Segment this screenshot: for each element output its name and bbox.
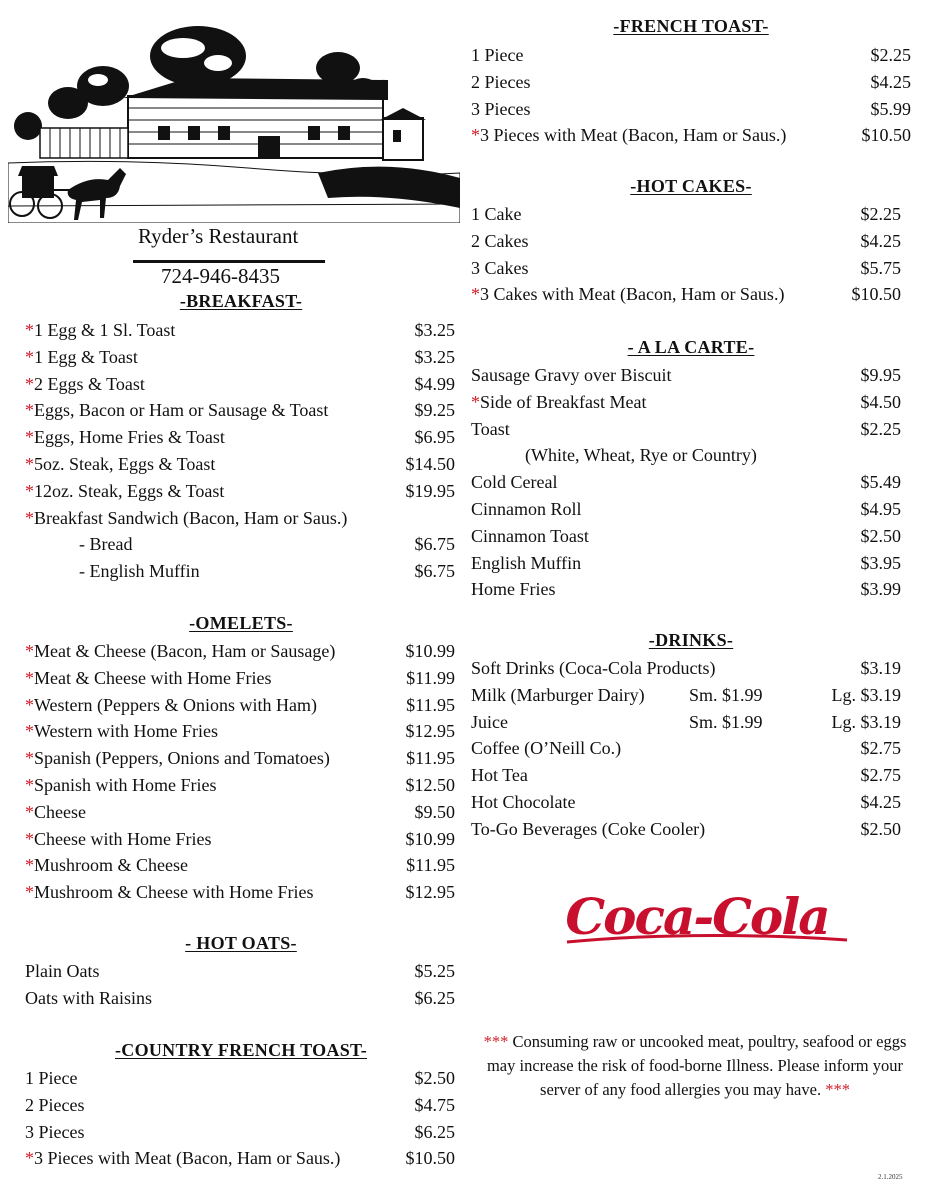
- menu-item-row: [471, 416, 901, 443]
- menu-item-row: [471, 362, 901, 389]
- menu-item-row: [25, 638, 455, 665]
- menu-item-label: Meat & Cheese with Home Fries: [34, 667, 272, 688]
- menu-item-name: [25, 799, 86, 826]
- raw-food-asterisk: *: [471, 391, 480, 412]
- menu-item-row: [471, 281, 901, 308]
- menu-item-label: - Bread: [79, 534, 133, 555]
- menu-item-label: To-Go Beverages (Coke Cooler): [471, 818, 706, 839]
- menu-item-label: 2 Cakes: [471, 230, 529, 251]
- menu-item-row: [471, 682, 901, 709]
- menu-item-price: $12.95: [405, 721, 455, 742]
- menu-item-label: Spanish with Home Fries: [34, 775, 217, 795]
- menu-item-label: 3 Cakes with Meat (Bacon, Ham or Saus.): [480, 284, 785, 305]
- menu-item-label: Soft Drinks (Coca-Cola Products): [471, 658, 716, 678]
- menu-item-name: [471, 122, 786, 149]
- menu-item-row: [25, 531, 455, 558]
- menu-item-row: [471, 523, 901, 550]
- menu-item-row: [471, 816, 901, 843]
- menu-item-price: $4.25: [860, 792, 901, 812]
- menu-item-row: [25, 692, 455, 719]
- menu-item-price: $4.75: [414, 1094, 455, 1115]
- menu-item-row: [471, 655, 901, 682]
- menu-item-row: [471, 550, 901, 577]
- menu-item-row: [471, 255, 901, 282]
- menu-item-label: 1 Cake: [471, 204, 522, 224]
- menu-item-name: [25, 745, 330, 772]
- menu-item-label: Side of Breakfast Meat: [480, 391, 647, 412]
- menu-item-row: [25, 371, 455, 398]
- menu-item-row: [25, 718, 455, 745]
- raw-food-asterisk: *: [471, 125, 480, 146]
- menu-item-row: [25, 799, 455, 826]
- menu-item-price: $4.25: [860, 230, 901, 251]
- menu-item-name: [25, 958, 100, 985]
- menu-item-label: 3 Pieces: [25, 1121, 85, 1142]
- menu-item-label: Milk (Marburger Dairy): [471, 684, 645, 705]
- menu-item-row: [25, 772, 455, 799]
- menu-item-name: [25, 1092, 84, 1119]
- menu-item-large-price: Lg. $3.19: [831, 684, 901, 705]
- raw-food-asterisk: *: [25, 748, 34, 769]
- menu-item-label: 2 Pieces: [471, 71, 531, 92]
- menu-item-name: [25, 424, 225, 451]
- raw-food-asterisk: *: [25, 801, 34, 822]
- menu-item-label: 3 Cakes: [471, 257, 529, 278]
- menu-item-name: [25, 985, 152, 1012]
- menu-item-price: $4.99: [414, 373, 455, 394]
- menu-item-label: 5oz. Steak, Eggs & Toast: [34, 454, 216, 474]
- menu-item-name: [471, 255, 529, 282]
- menu-item-price: $9.25: [414, 400, 455, 421]
- menu-item-row: [471, 389, 901, 416]
- menu-item-price: $9.50: [414, 801, 455, 822]
- menu-item-name: [471, 762, 528, 789]
- menu-item-label: Coffee (O’Neill Co.): [471, 738, 622, 759]
- menu-item-label: 1 Piece: [25, 1068, 78, 1088]
- menu-item-price: $9.95: [860, 365, 901, 385]
- menu-item-label: 3 Pieces with Meat (Bacon, Ham or Saus.): [480, 125, 787, 146]
- menu-item-name: [25, 371, 145, 398]
- menu-item-name: [25, 531, 132, 558]
- menu-item-large-price: Lg. $3.19: [831, 711, 901, 732]
- country-french-toast-heading: -COUNTRY FRENCH TOAST-: [114, 1040, 367, 1060]
- date-code: 2.1.2025: [878, 1173, 903, 1181]
- raw-food-asterisk: *: [25, 855, 34, 876]
- raw-food-asterisk: *: [25, 667, 34, 688]
- menu-item-name: [471, 496, 582, 523]
- menu-item-row: [471, 735, 901, 762]
- menu-item-label: 3 Pieces with Meat (Bacon, Ham or Saus.): [34, 1148, 341, 1169]
- menu-item-name: [25, 1065, 77, 1092]
- menu-item-row: [25, 745, 455, 772]
- menu-item-price: $4.95: [860, 499, 901, 519]
- menu-item-label: Plain Oats: [25, 961, 100, 981]
- header-divider: [133, 260, 325, 263]
- menu-item-name: [471, 523, 589, 550]
- menu-item-price: $3.25: [414, 346, 455, 367]
- menu-item-price: $6.95: [414, 427, 455, 448]
- menu-item-price: $2.75: [860, 765, 901, 786]
- menu-item-price: $2.50: [860, 818, 901, 839]
- menu-item-name: [471, 816, 705, 843]
- menu-item-label: Hot Tea: [471, 765, 528, 786]
- menu-item-row: [25, 505, 455, 532]
- menu-item-price: $2.25: [870, 45, 911, 65]
- menu-item-label: 3 Pieces: [471, 98, 531, 119]
- menu-item-name: [471, 550, 581, 577]
- menu-item-label: Breakfast Sandwich (Bacon, Ham or Saus.): [34, 507, 348, 528]
- menu-item-price: $12.95: [405, 882, 455, 903]
- menu-item-price: $3.99: [860, 579, 901, 600]
- menu-item-name: [471, 709, 508, 736]
- menu-item-row: [25, 344, 455, 371]
- menu-item-label: 1 Egg & Toast: [34, 346, 138, 367]
- menu-item-label: (White, Wheat, Rye or Country): [525, 445, 757, 466]
- menu-item-name: [25, 692, 317, 719]
- menu-item-row: [25, 1065, 455, 1092]
- menu-item-price: $4.25: [870, 71, 911, 92]
- menu-item-name: [25, 317, 175, 344]
- raw-food-asterisk: *: [25, 721, 34, 742]
- menu-item-row: [25, 424, 455, 451]
- menu-item-price: $6.75: [414, 534, 455, 555]
- menu-item-name: [25, 852, 188, 879]
- raw-food-asterisk: *: [25, 507, 34, 528]
- menu-item-name: [25, 397, 328, 424]
- menu-item-name: [471, 576, 556, 603]
- menu-item-small-price: Sm. $1.99: [689, 711, 763, 732]
- raw-food-asterisk: *: [25, 320, 34, 340]
- menu-item-row: [471, 789, 901, 816]
- menu-item-row: [25, 665, 455, 692]
- menu-item-price: $2.25: [860, 418, 901, 439]
- menu-item-name: [471, 42, 523, 69]
- menu-item-price: $14.50: [405, 454, 455, 474]
- menu-item-price: $6.25: [414, 1121, 455, 1142]
- menu-item-label: Sausage Gravy over Biscuit: [471, 365, 672, 385]
- menu-item-price: $12.50: [405, 775, 455, 795]
- food-safety-disclaimer: [480, 1030, 910, 1102]
- menu-item-name: [471, 362, 671, 389]
- menu-item-name: [471, 469, 557, 496]
- raw-food-asterisk: *: [25, 641, 34, 661]
- menu-item-name: [471, 96, 530, 123]
- menu-item-price: $3.95: [860, 552, 901, 573]
- menu-item-name: [25, 879, 313, 906]
- menu-item-row: [25, 558, 455, 585]
- menu-item-name: [471, 735, 621, 762]
- menu-item-name: [25, 1119, 84, 1146]
- raw-food-asterisk: *: [25, 1148, 34, 1169]
- hot-cakes-heading: -HOT CAKES-: [630, 176, 752, 196]
- menu-item-row: [25, 317, 455, 344]
- menu-item-price: $10.99: [405, 641, 455, 661]
- menu-item-name: [471, 228, 529, 255]
- menu-item-price: $10.50: [851, 284, 901, 305]
- menu-item-price: $11.95: [406, 855, 455, 876]
- menu-item-price: $11.95: [406, 694, 455, 715]
- menu-item-name: [471, 442, 757, 469]
- coca-cola-logo-text: Coca-Cola: [565, 890, 829, 946]
- menu-item-label: Cinnamon Roll: [471, 499, 582, 519]
- menu-item-label: Cold Cereal: [471, 472, 558, 493]
- menu-item-row: [471, 469, 901, 496]
- raw-food-asterisk: *: [25, 694, 34, 715]
- menu-item-row: [471, 42, 911, 69]
- restaurant-name: Ryder’s Restaurant: [138, 224, 299, 248]
- menu-item-label: 2 Eggs & Toast: [34, 373, 145, 394]
- menu-item-row: [471, 228, 901, 255]
- menu-item-name: [25, 558, 200, 585]
- raw-food-asterisk: *: [25, 427, 34, 448]
- menu-item-name: [25, 665, 271, 692]
- menu-item-price: $10.50: [861, 125, 911, 146]
- menu-item-price: $5.49: [860, 472, 901, 493]
- restaurant-phone: 724-946-8435: [161, 264, 280, 288]
- menu-item-label: Cinnamon Toast: [471, 525, 589, 546]
- menu-item-price: $2.50: [860, 525, 901, 546]
- raw-food-asterisk: *: [471, 284, 480, 305]
- french-toast-heading: -FRENCH TOAST-: [613, 16, 769, 36]
- menu-item-price: $6.25: [414, 987, 455, 1008]
- menu-item-row: [471, 201, 901, 228]
- menu-item-name: [25, 451, 215, 478]
- raw-food-asterisk: *: [25, 775, 34, 795]
- menu-item-row: [25, 1092, 455, 1119]
- menu-item-price: $10.50: [405, 1148, 455, 1169]
- menu-item-row: [25, 826, 455, 853]
- menu-item-price: $5.75: [860, 257, 901, 278]
- disclaimer-stars-open: ***: [483, 1032, 509, 1051]
- menu-item-label: Cheese: [34, 801, 86, 822]
- menu-item-name: [471, 389, 646, 416]
- menu-item-label: Juice: [471, 711, 508, 732]
- menu-item-label: 2 Pieces: [25, 1094, 85, 1115]
- menu-item-name: [471, 416, 510, 443]
- menu-item-label: Cheese with Home Fries: [34, 828, 212, 849]
- raw-food-asterisk: *: [25, 400, 34, 421]
- menu-item-name: [25, 344, 138, 371]
- drinks-heading: -DRINKS-: [648, 630, 734, 650]
- menu-item-row: [471, 762, 901, 789]
- menu-item-label: Oats with Raisins: [25, 987, 153, 1008]
- menu-item-label: Western with Home Fries: [34, 721, 219, 742]
- menu-item-label: Mushroom & Cheese: [34, 855, 188, 876]
- a-la-carte-heading: - A LA CARTE-: [627, 337, 755, 357]
- menu-item-label: - English Muffin: [79, 561, 200, 582]
- menu-item-label: English Muffin: [471, 552, 582, 573]
- menu-item-price: $6.75: [414, 561, 455, 582]
- menu-item-row: [25, 397, 455, 424]
- menu-item-row: [471, 69, 911, 96]
- menu-item-row: [471, 96, 911, 123]
- menu-item-row: [25, 451, 455, 478]
- menu-item-row: [471, 496, 901, 523]
- menu-item-price: $2.25: [860, 204, 901, 224]
- menu-item-row: [25, 1145, 455, 1172]
- menu-item-label: Spanish (Peppers, Onions and Tomatoes): [34, 748, 330, 769]
- menu-item-label: Toast: [471, 418, 510, 439]
- menu-item-row: [471, 442, 901, 469]
- menu-item-price: $5.99: [870, 98, 911, 119]
- menu-item-price: $2.50: [414, 1068, 455, 1088]
- menu-item-small-price: Sm. $1.99: [689, 684, 763, 705]
- hot-oats-heading: - HOT OATS-: [185, 933, 297, 953]
- menu-item-label: Home Fries: [471, 579, 556, 600]
- menu-item-row: [471, 709, 901, 736]
- menu-item-label: Hot Chocolate: [471, 792, 576, 812]
- menu-item-row: [25, 478, 455, 505]
- menu-item-name: [471, 682, 645, 709]
- raw-food-asterisk: *: [25, 480, 34, 501]
- menu-item-label: 1 Egg & 1 Sl. Toast: [34, 320, 176, 340]
- coca-cola-logo-icon: [527, 890, 867, 946]
- menu-item-row: [25, 985, 455, 1012]
- raw-food-asterisk: *: [25, 346, 34, 367]
- menu-item-row: [25, 958, 455, 985]
- menu-item-price: $10.99: [405, 828, 455, 849]
- menu-item-label: Meat & Cheese (Bacon, Ham or Sausage): [34, 641, 336, 661]
- menu-item-name: [25, 505, 347, 532]
- menu-item-label: Eggs, Home Fries & Toast: [34, 427, 225, 448]
- menu-item-label: 12oz. Steak, Eggs & Toast: [34, 480, 225, 501]
- disclaimer-text: Consuming raw or uncooked meat, poultry, seafood or eggs may increase the risk of food-borne Illness. Please inform your server of any food allergies you may have.: [486, 1032, 907, 1099]
- menu-item-name: [25, 1145, 340, 1172]
- disclaimer-stars-close: ***: [825, 1080, 850, 1099]
- menu-item-row: [471, 122, 911, 149]
- menu-item-price: $11.95: [406, 748, 455, 769]
- menu-item-name: [25, 718, 218, 745]
- menu-item-label: 1 Piece: [471, 45, 524, 65]
- menu-item-name: [25, 638, 335, 665]
- menu-item-name: [25, 772, 217, 799]
- menu-item-label: Mushroom & Cheese with Home Fries: [34, 882, 314, 903]
- menu-item-row: [25, 879, 455, 906]
- menu-item-price: $2.75: [860, 738, 901, 759]
- menu-item-name: [25, 478, 224, 505]
- omelets-heading: -OMELETS-: [189, 613, 293, 633]
- raw-food-asterisk: *: [25, 373, 34, 394]
- raw-food-asterisk: *: [25, 828, 34, 849]
- menu-item-label: Western (Peppers & Onions with Ham): [34, 694, 317, 715]
- restaurant-sketch-illustration: [8, 8, 460, 223]
- menu-item-name: [471, 789, 575, 816]
- menu-item-name: [471, 281, 784, 308]
- menu-item-price: $5.25: [414, 961, 455, 981]
- menu-item-name: [471, 655, 715, 682]
- menu-item-row: [25, 852, 455, 879]
- raw-food-asterisk: *: [25, 454, 34, 474]
- menu-item-name: [25, 826, 211, 853]
- breakfast-heading: -BREAKFAST-: [179, 291, 303, 311]
- raw-food-asterisk: *: [25, 882, 34, 903]
- menu-item-price: $19.95: [405, 480, 455, 501]
- menu-item-name: [471, 69, 530, 96]
- menu-item-name: [471, 201, 521, 228]
- menu-item-row: [25, 1119, 455, 1146]
- menu-item-price: $4.50: [860, 391, 901, 412]
- menu-item-row: [471, 576, 901, 603]
- menu-item-label: Eggs, Bacon or Ham or Sausage & Toast: [34, 400, 329, 421]
- menu-item-price: $3.25: [414, 320, 455, 340]
- menu-item-price: $3.19: [860, 658, 901, 678]
- menu-item-price: $11.99: [406, 667, 455, 688]
